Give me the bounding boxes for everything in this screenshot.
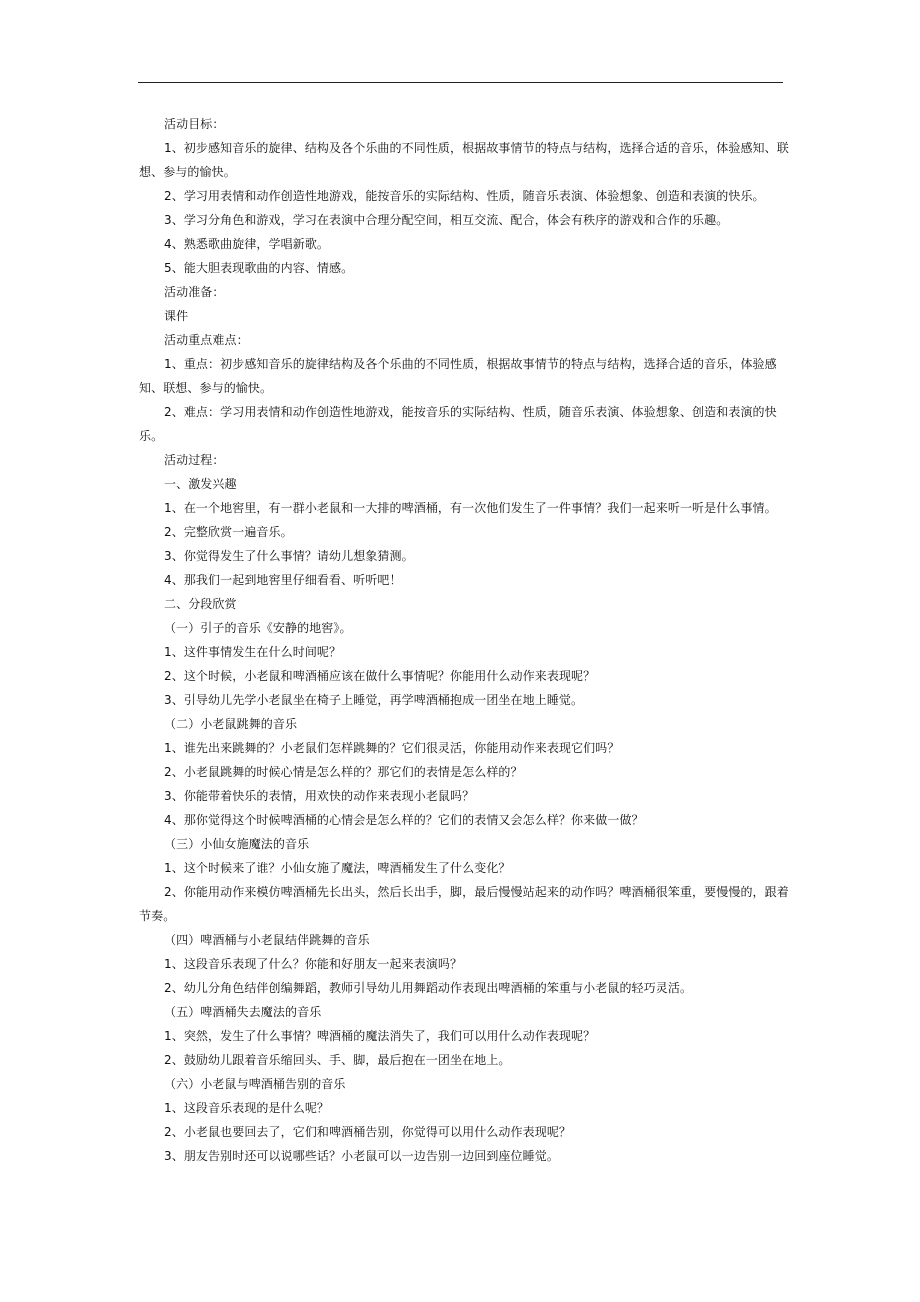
paragraph: 1、突然，发生了什么事情？啤酒桶的魔法消失了，我们可以用什么动作表现呢？ (164, 1029, 596, 1043)
section-heading-process: 活动过程： (164, 453, 225, 467)
header-rule (138, 82, 783, 83)
paragraph: 1、这段音乐表现的是什么呢？ (164, 1101, 330, 1115)
paragraph: 4、那你觉得这个时候啤酒桶的心情会是怎么样的？它们的表情又会怎么样？你来做一做？ (164, 813, 644, 827)
paragraph: 3、引导幼儿先学小老鼠坐在椅子上睡觉，再学啤酒桶抱成一团坐在地上睡觉。 (164, 693, 584, 707)
paragraph: 2、小老鼠也要回去了，它们和啤酒桶告别，你觉得可以用什么动作表现呢？ (164, 1125, 572, 1139)
paragraph: 2、完整欣赏一遍音乐。 (164, 525, 293, 539)
section-heading-key-points: 活动重点难点： (164, 333, 249, 347)
paragraph: 2、鼓励幼儿跟着音乐缩回头、手、脚，最后抱在一团坐在地上。 (164, 1053, 511, 1067)
paragraph: 1、初步感知音乐的旋律、结构及各个乐曲的不同性质，根据故事情节的特点与结构，选择合适的音乐，体验感知、联想、参与的愉快。 (139, 141, 789, 179)
paragraph: 2、你能用动作来模仿啤酒桶先长出头，然后长出手，脚，最后慢慢站起来的动作吗？啤酒桶很笨重，要慢慢的，跟着节奏。 (139, 885, 789, 923)
paragraph: 课件 (164, 309, 189, 323)
document-body (139, 112, 795, 1168)
part-heading: （三）小仙女施魔法的音乐 (164, 837, 310, 851)
paragraph: 1、这段音乐表现了什么？你能和好朋友一起来表演吗？ (164, 957, 463, 971)
paragraph: 1、这件事情发生在什么时间呢？ (164, 645, 342, 659)
part-heading: （一）引子的音乐《安静的地窖》。 (164, 621, 352, 635)
paragraph: 4、那我们一起到地窖里仔细看看、听听吧！ (164, 573, 402, 587)
section-heading-goals: 活动目标： (164, 117, 225, 131)
paragraph: 3、你能带着快乐的表情，用欢快的动作来表现小老鼠吗？ (164, 789, 475, 803)
paragraph: 2、小老鼠跳舞的时候心情是怎么样的？那它们的表情是怎么样的？ (164, 765, 523, 779)
paragraph: 2、这个时候，小老鼠和啤酒桶应该在做什么事情呢？你能用什么动作来表现呢？ (164, 669, 596, 683)
part-heading: （六）小老鼠与啤酒桶告别的音乐 (164, 1077, 346, 1091)
paragraph: 3、学习分角色和游戏，学习在表演中合理分配空间，相互交流、配合，体会有秩序的游戏和合作的乐趣。 (164, 213, 729, 227)
section-heading-preparation: 活动准备： (164, 285, 225, 299)
part-heading: （五）啤酒桶失去魔法的音乐 (164, 1005, 322, 1019)
paragraph: 2、学习用表情和动作创造性地游戏，能按音乐的实际结构、性质，随音乐表演、体验想象、创造和表演的快乐。 (164, 189, 765, 203)
paragraph: 2、难点：学习用表情和动作创造性地游戏，能按音乐的实际结构、性质，随音乐表演、体验想象、创造和表演的快乐。 (139, 405, 777, 443)
paragraph: 2、幼儿分角色结伴创编舞蹈，教师引导幼儿用舞蹈动作表现出啤酒桶的笨重与小老鼠的轻巧灵活。 (164, 981, 693, 995)
part-heading: （四）啤酒桶与小老鼠结伴跳舞的音乐 (164, 933, 370, 947)
paragraph: 1、这个时候来了谁？小仙女施了魔法，啤酒桶发生了什么变化？ (164, 861, 511, 875)
part-heading: （二）小老鼠跳舞的音乐 (164, 717, 298, 731)
paragraph: 3、你觉得发生了什么事情？请幼儿想象猜测。 (164, 549, 414, 563)
subsection-heading: 二、分段欣赏 (164, 597, 237, 611)
subsection-heading: 一、激发兴趣 (164, 477, 237, 491)
paragraph: 4、熟悉歌曲旋律，学唱新歌。 (164, 237, 330, 251)
paragraph: 1、在一个地窖里，有一群小老鼠和一大排的啤酒桶，有一次他们发生了一件事情？我们一起来听一听是什么事情。 (164, 501, 777, 515)
paragraph: 1、谁先出来跳舞的？小老鼠们怎样跳舞的？它们很灵活，你能用动作来表现它们吗？ (164, 741, 620, 755)
paragraph: 3、朋友告别时还可以说哪些话？小老鼠可以一边告别一边回到座位睡觉。 (164, 1149, 559, 1163)
paragraph: 5、能大胆表现歌曲的内容、情感。 (164, 261, 354, 275)
paragraph: 1、重点：初步感知音乐的旋律结构及各个乐曲的不同性质，根据故事情节的特点与结构，选择合适的音乐，体验感知、联想、参与的愉快。 (139, 357, 777, 395)
